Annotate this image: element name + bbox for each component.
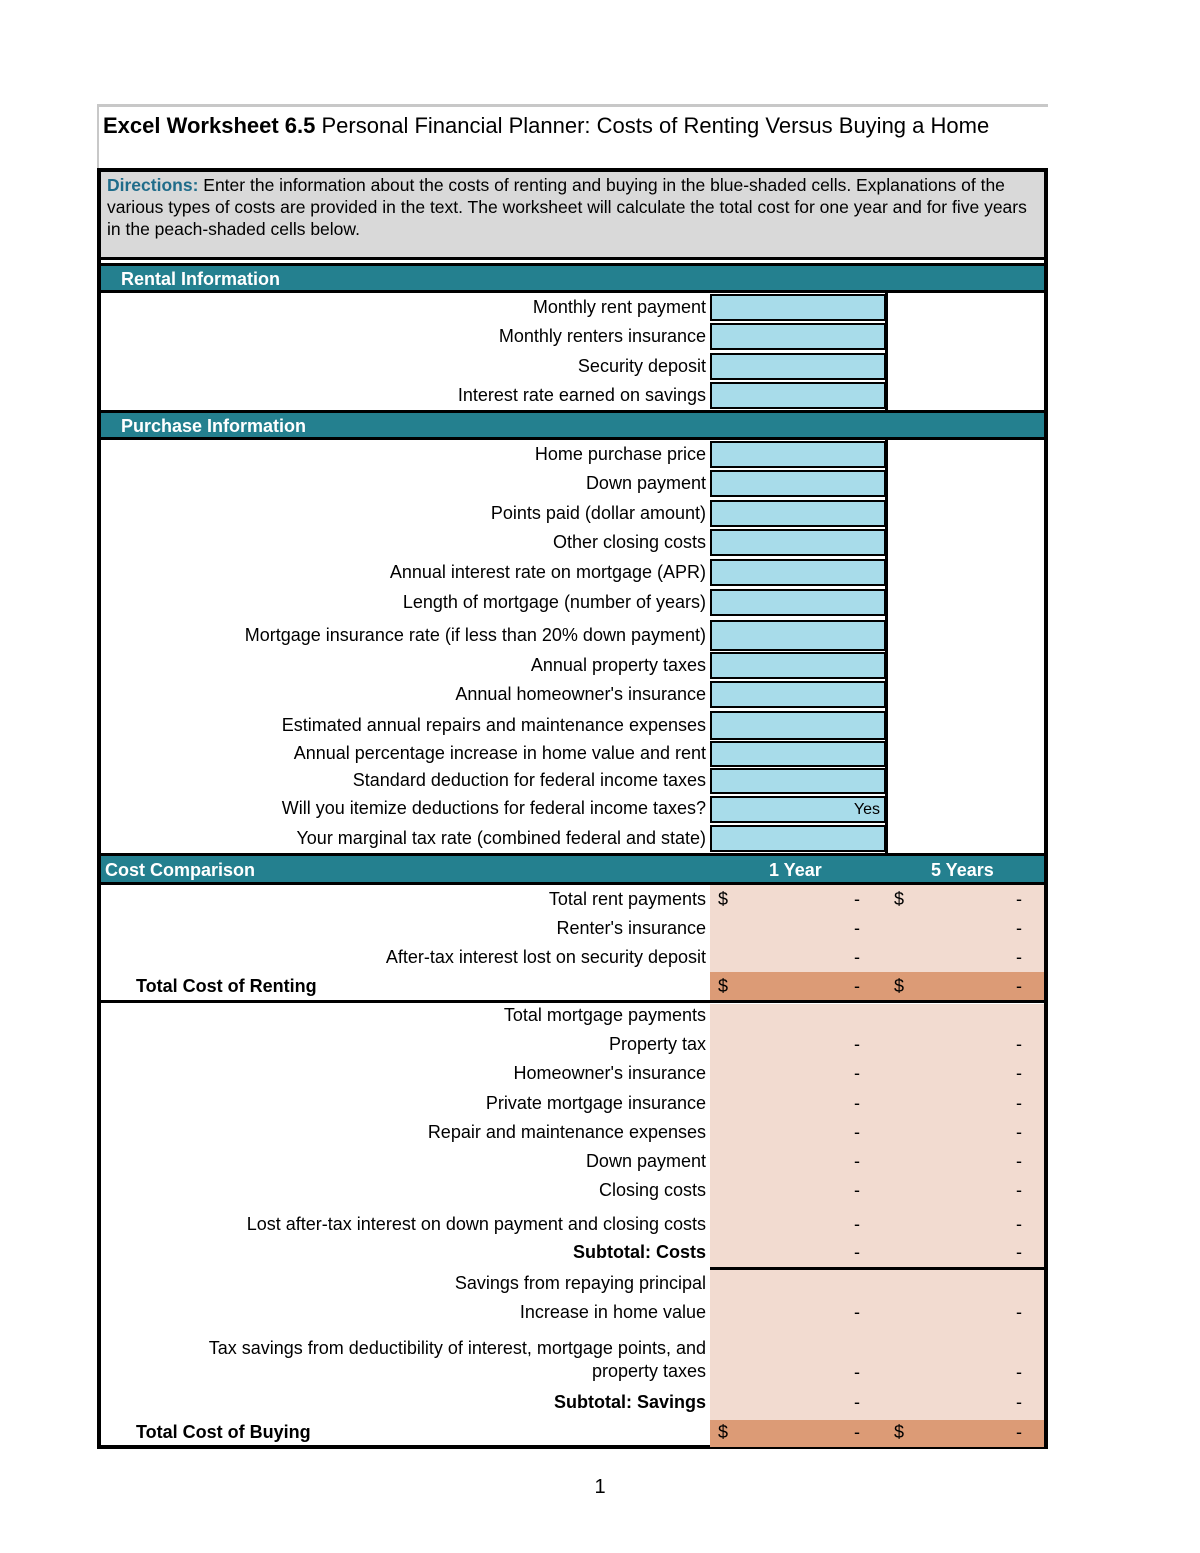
- rental-header-label: Rental Information: [121, 269, 281, 289]
- dollar-sign: $: [894, 976, 905, 996]
- subtotal-savings-label: Subtotal: Savings: [553, 1392, 706, 1412]
- itemize-input[interactable]: Yes: [710, 796, 886, 823]
- rental-right-divider: [885, 293, 888, 411]
- value-1yr: -: [854, 1034, 860, 1054]
- buy-label: Total mortgage payments: [503, 1005, 706, 1025]
- value-5yr: -: [1016, 1302, 1022, 1322]
- purchase-row: [101, 795, 1044, 824]
- directions-label: Directions:: [107, 175, 199, 195]
- savings-interest-input[interactable]: [710, 382, 886, 409]
- value-1yr: -: [854, 918, 860, 938]
- purchase-label: Will you itemize deductions for federal income taxes?: [281, 798, 706, 818]
- rent-label: After-tax interest lost on security deposit: [385, 947, 706, 967]
- buy-label: Repair and maintenance expenses: [427, 1122, 706, 1142]
- property-taxes-input[interactable]: [710, 652, 886, 679]
- purchase-row: [101, 558, 1044, 587]
- purchase-label: Standard deduction for federal income taxes: [352, 770, 706, 790]
- left-rule: [97, 104, 99, 170]
- purchase-row: [101, 651, 1044, 680]
- purchase-row: [101, 740, 1044, 768]
- total-renting-row: [101, 972, 1044, 1001]
- value-5yr: -: [1016, 1151, 1022, 1171]
- total-buying-row: [101, 1418, 1044, 1447]
- rent-label: Renter's insurance: [556, 918, 706, 938]
- rental-header: [101, 263, 1044, 293]
- dollar-sign: $: [894, 889, 905, 909]
- value-5yr: -: [1016, 947, 1022, 967]
- purchase-header-label: Purchase Information: [121, 416, 307, 436]
- value-1yr: -: [854, 976, 860, 996]
- buy-label: Closing costs: [598, 1180, 706, 1200]
- down-payment-input[interactable]: [710, 470, 886, 497]
- rent-row: [101, 943, 1044, 972]
- value-1yr: -: [854, 889, 860, 909]
- rent-row: [101, 914, 1044, 943]
- tax-savings-line2: property taxes: [591, 1361, 706, 1381]
- buy-row: [101, 1030, 1044, 1059]
- page-number: 1: [594, 1476, 606, 1498]
- buy-label: Private mortgage insurance: [485, 1093, 706, 1113]
- purchase-row: [101, 619, 1044, 652]
- rental-label: Security deposit: [577, 356, 706, 376]
- purchase-row: [101, 469, 1044, 498]
- rental-row: [101, 322, 1044, 351]
- purchase-label: Length of mortgage (number of years): [402, 592, 706, 612]
- value-1yr: -: [854, 1122, 860, 1142]
- purchase-label: Annual interest rate on mortgage (APR): [389, 562, 706, 582]
- rental-label: Monthly rent payment: [532, 297, 706, 317]
- purchase-label: Home purchase price: [534, 444, 706, 464]
- buy-row: [101, 1147, 1044, 1176]
- purchase-label: Annual property taxes: [530, 655, 706, 675]
- value-5yr: -: [1016, 1392, 1022, 1412]
- purchase-label: Annual homeowner's insurance: [455, 684, 706, 704]
- standard-deduction-input[interactable]: [710, 768, 886, 794]
- purchase-row: [101, 499, 1044, 528]
- value-5yr: -: [1016, 889, 1022, 909]
- value-1yr: -: [854, 1242, 860, 1262]
- purchase-right-divider: [885, 440, 888, 854]
- buy-row: [101, 1210, 1044, 1239]
- subtotal-costs-label: Subtotal: Costs: [573, 1242, 706, 1262]
- purchase-row: [101, 528, 1044, 557]
- purchase-label: Down payment: [585, 473, 706, 493]
- top-rule: [97, 104, 1048, 107]
- apr-input[interactable]: [710, 559, 886, 586]
- purchase-header: [101, 410, 1044, 440]
- value-5yr: -: [1016, 976, 1022, 996]
- total-buying-label: Total Cost of Buying: [136, 1422, 311, 1442]
- homeowners-insurance-input[interactable]: [710, 681, 886, 708]
- rental-row: [101, 381, 1044, 410]
- purchase-row: [101, 440, 1044, 469]
- comparison-header: [101, 853, 1044, 885]
- rental-row: [101, 293, 1044, 322]
- repairs-input[interactable]: [710, 711, 886, 740]
- purchase-label: Your marginal tax rate (combined federal and state): [296, 828, 706, 848]
- purchase-row: [101, 680, 1044, 709]
- title-rest: Personal Financial Planner: Costs of Renting Versus Buying a Home: [321, 113, 990, 138]
- buy-row: [101, 1001, 1044, 1030]
- value-1yr: -: [854, 1214, 860, 1234]
- value-1yr: -: [854, 1392, 860, 1412]
- closing-costs-input[interactable]: [710, 529, 886, 556]
- purchase-row: [101, 824, 1044, 853]
- col-5-years: 5 Years: [931, 860, 994, 880]
- purchase-label: Points paid (dollar amount): [490, 503, 706, 523]
- title-bold: Excel Worksheet 6.5: [103, 113, 316, 138]
- buy-label: Homeowner's insurance: [513, 1063, 706, 1083]
- buy-label: Property tax: [608, 1034, 706, 1054]
- directions-box: [101, 172, 1044, 260]
- savings-row: [101, 1298, 1044, 1327]
- mortgage-length-input[interactable]: [710, 589, 886, 616]
- buy-row: [101, 1176, 1044, 1205]
- value-5yr: -: [1016, 1122, 1022, 1142]
- purchase-label: Other closing costs: [552, 532, 706, 552]
- tax-savings-row: [101, 1337, 1044, 1383]
- security-deposit-input[interactable]: [710, 353, 886, 380]
- value-5yr: -: [1016, 1242, 1022, 1262]
- value-5yr: -: [1016, 1180, 1022, 1200]
- value-5yr: -: [1016, 1063, 1022, 1083]
- rental-label: Interest rate earned on savings: [457, 385, 706, 405]
- home-value-increase-input[interactable]: [710, 741, 886, 767]
- buy-label: Lost after-tax interest on down payment and closing costs: [246, 1214, 706, 1234]
- rental-row: [101, 352, 1044, 381]
- dollar-sign: $: [718, 1422, 729, 1442]
- value-5yr: -: [1016, 1034, 1022, 1054]
- subtotal-savings-row: [101, 1388, 1044, 1417]
- dollar-sign: $: [894, 1422, 905, 1442]
- rent-row: [101, 885, 1044, 914]
- purchase-label: Annual percentage increase in home value and rent: [293, 743, 706, 763]
- value-1yr: -: [854, 1180, 860, 1200]
- renters-insurance-input[interactable]: [710, 323, 886, 350]
- subtotal-costs-row: [101, 1238, 1044, 1267]
- total-renting-label: Total Cost of Renting: [136, 976, 317, 996]
- worksheet-title: [103, 112, 1023, 139]
- purchase-row: [101, 767, 1044, 795]
- value-1yr: -: [854, 1093, 860, 1113]
- value-1yr: -: [854, 1151, 860, 1171]
- value-1yr: -: [854, 1302, 860, 1322]
- buy-row: [101, 1059, 1044, 1088]
- rental-label: Monthly renters insurance: [498, 326, 706, 346]
- value-5yr: -: [1016, 1422, 1022, 1442]
- rent-label: Total rent payments: [548, 889, 706, 909]
- purchase-row: [101, 710, 1044, 741]
- monthly-rent-input[interactable]: [710, 294, 886, 321]
- points-input[interactable]: [710, 500, 886, 527]
- tax-savings-label: [101, 1337, 706, 1383]
- value-1yr: -: [854, 1422, 860, 1442]
- dollar-sign: $: [718, 889, 729, 909]
- purchase-row: [101, 588, 1044, 617]
- value-5yr: -: [1016, 918, 1022, 938]
- tax-savings-line1: Tax savings from deductibility of interest, mortgage points, and: [208, 1338, 706, 1358]
- col-1-year: 1 Year: [769, 860, 822, 880]
- dollar-sign: $: [718, 976, 729, 996]
- value-1yr: -: [854, 1063, 860, 1083]
- value-5yr: -: [1016, 1093, 1022, 1113]
- buy-row: [101, 1118, 1044, 1147]
- purchase-price-input[interactable]: [710, 441, 886, 468]
- mortgage-insurance-input[interactable]: [710, 620, 886, 651]
- savings-label: Savings from repaying principal: [454, 1273, 706, 1293]
- directions-text: Enter the information about the costs of renting and buying in the blue-shaded cells. Explanations of the various types of costs are provided in the text. The worksheet will calculate the total cost for one year and for five years in the peach-shaded cells below.: [107, 175, 1027, 239]
- purchase-label: Mortgage insurance rate (if less than 20% down payment): [244, 625, 706, 645]
- value-5yr: -: [1016, 1214, 1022, 1234]
- value-5yr: -: [1016, 1362, 1022, 1382]
- buy-label: Down payment: [585, 1151, 706, 1171]
- purchase-label: Estimated annual repairs and maintenance expenses: [281, 715, 706, 735]
- savings-row: [101, 1269, 1044, 1298]
- savings-label: Increase in home value: [519, 1302, 706, 1322]
- value-1yr: -: [854, 947, 860, 967]
- buy-row: [101, 1089, 1044, 1118]
- comparison-header-label: Cost Comparison: [105, 860, 256, 880]
- worksheet: [97, 168, 1048, 1449]
- marginal-tax-input[interactable]: [710, 825, 886, 852]
- value-1yr: -: [854, 1362, 860, 1382]
